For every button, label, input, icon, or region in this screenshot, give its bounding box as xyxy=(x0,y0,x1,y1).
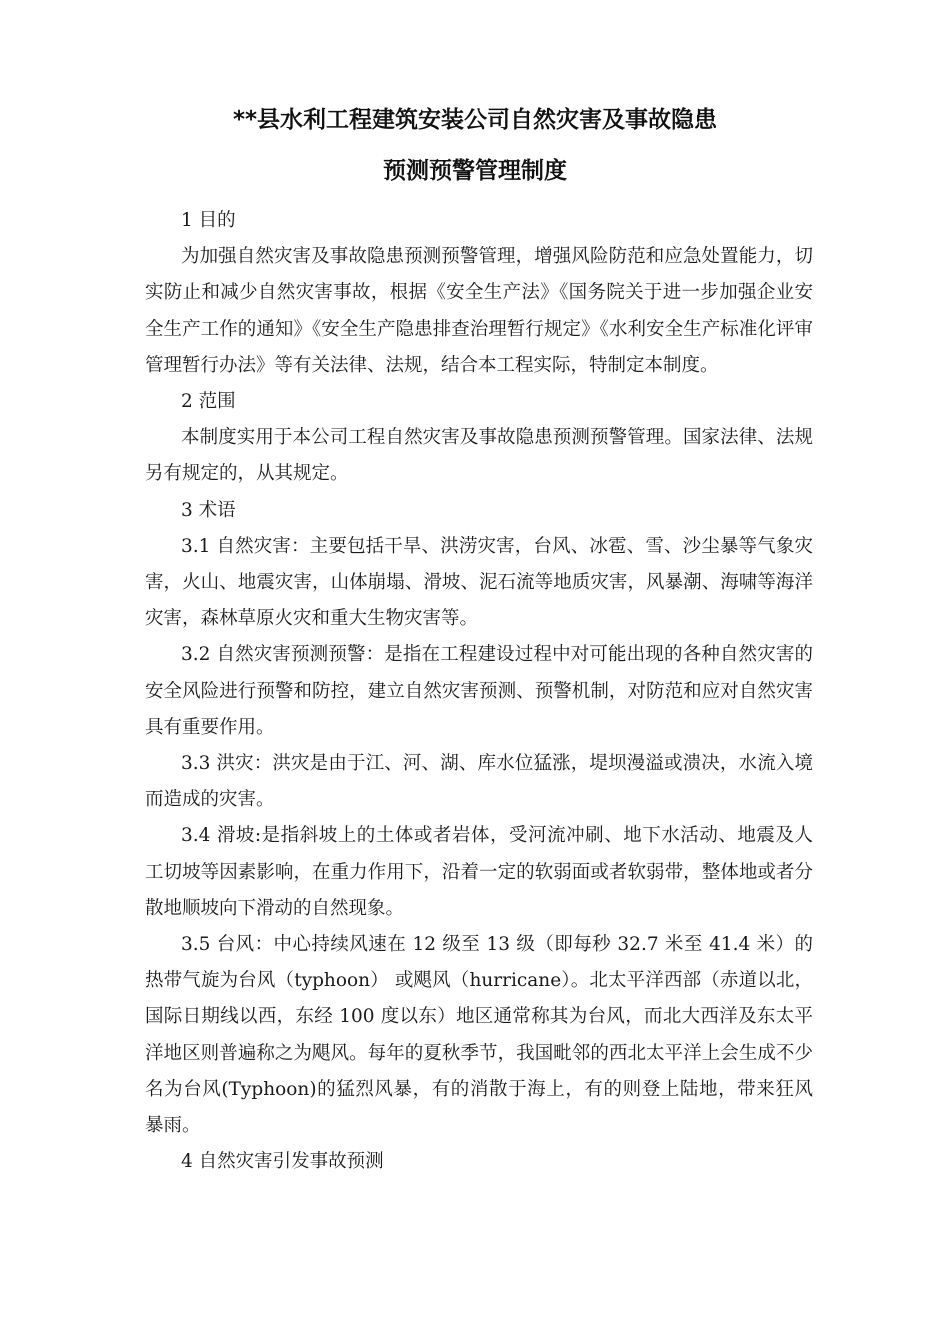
paragraph-scope: 本制度实用于本公司工程自然灾害及事故隐患预测预警管理。国家法律、法规另有规定的，从其规定。 xyxy=(145,427,813,485)
paragraph-purpose: 为加强自然灾害及事故隐患预测预警管理，增强风险防范和应急处置能力，切实防止和减少自然灾害事故，根据《安全生产法》《国务院关于进一步加强企业安全生产工作的通知》《安全生产隐患排查治理暂行规定》《水利安全生产标准化评审管理暂行办法》等有关法律、法规，结合本工程实际，特制定本制度。 xyxy=(145,246,813,376)
document-title-line-2: 预测预警管理制度 xyxy=(383,158,567,184)
paragraph-term-flood: 3.3 洪灾：洪灾是由于江、河、湖、库水位猛涨，堤坝漫溢或溃决，水流入境而造成的灾害。 xyxy=(145,753,813,811)
section-heading-purpose: 1 目的 xyxy=(181,210,236,231)
paragraph-term-natural-disaster: 3.1 自然灾害：主要包括干旱、洪涝灾害，台风、冰雹、雪、沙尘暴等气象灾害，火山、地震灾害，山体崩塌、滑坡、泥石流等地质灾害，风暴潮、海啸等海洋灾害，森林草原火灾和重大生物灾害等。 xyxy=(145,535,813,630)
section-heading-scope: 2 范围 xyxy=(181,391,236,413)
section-heading-accident-forecast: 4 自然灾害引发事故预测 xyxy=(181,1151,384,1173)
paragraph-term-landslide: 3.4 滑坡:是指斜坡上的土体或者岩体，受河流冲刷、地下水活动、地震及人工切坡等因素影响，在重力作用下，沿着一定的软弱面或者软弱带，整体地或者分散地顺坡向下滑动的自然现象。 xyxy=(145,825,813,919)
paragraph-term-disaster-forecast: 3.2 自然灾害预测预警：是指在工程建设过程中对可能出现的各种自然灾害的安全风险进行预警和防控，建立自然灾害预测、预警机制，对防范和应对自然灾害具有重要作用。 xyxy=(145,644,813,738)
section-heading-terms: 3 术语 xyxy=(181,499,236,521)
document-title-line-1: **县水利工程建筑安装公司自然灾害及事故隐患 xyxy=(232,107,718,133)
document-body xyxy=(145,203,813,1180)
paragraph-term-typhoon: 3.5 台风：中心持续风速在 12 级至 13 级（即每秒 32.7 米至 41.4 米）的热带气旋为台风（typhoon） 或飓风（hurricane）。北太平洋西部（赤道以北，国际日期线以西，东经 100 度以东）地区通常称其为台风，而北大西洋及东太平洋地区则普遍称之为飓风。每年的夏秋季节，我国毗邻的西北太平洋上会生成不少名为台风(Typhoon)的猛烈风暴，有的消散于海上，有的则登上陆地，带来狂风暴雨。 xyxy=(145,934,813,1137)
